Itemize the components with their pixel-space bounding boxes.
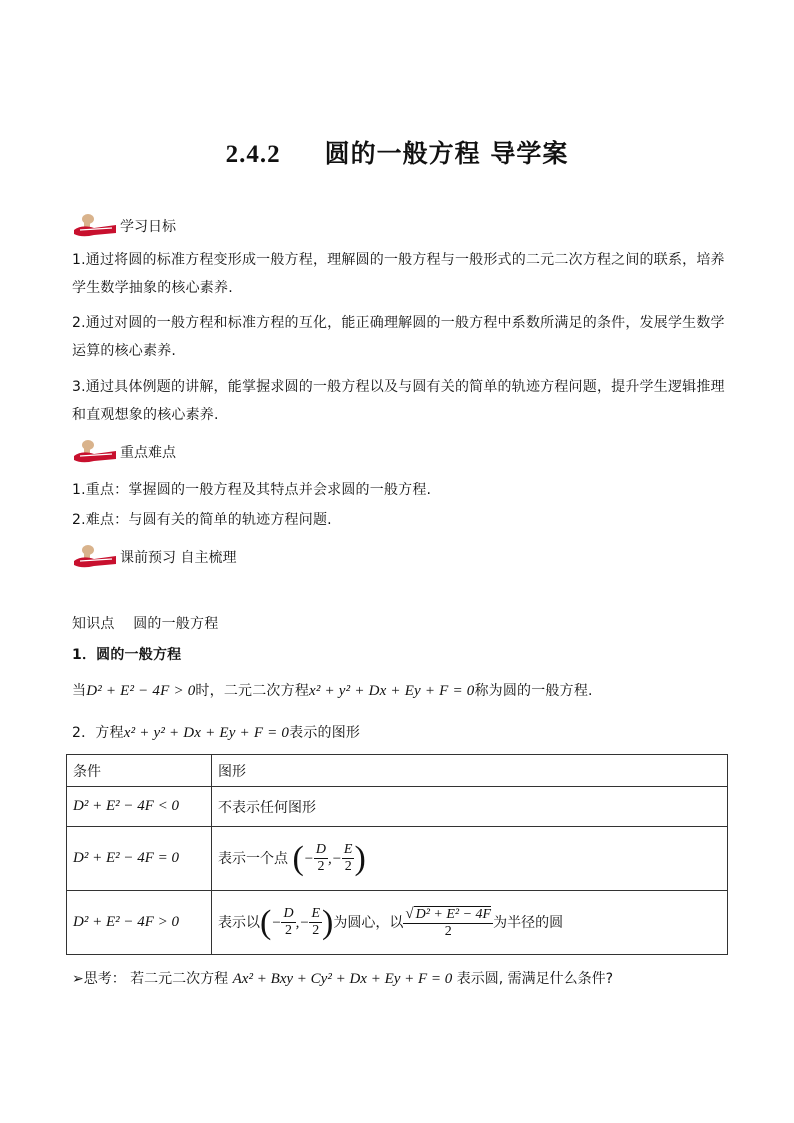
shape-mid: 为圆心，以 bbox=[333, 914, 404, 931]
learning-badge-icon bbox=[72, 438, 118, 466]
think-prefix: ➢思考： 若二元二次方程 bbox=[72, 971, 229, 987]
goal-item-3: 3.通过具体例题的讲解，能掌握求圆的一般方程以及与圆有关的简单的轨迹方程问题，提升学生逻辑推理和直观想象的核心素养. bbox=[72, 379, 725, 423]
table-cell-shape: 表示以(− $\frac{D}{2}$ ,− $\frac{E}{2}$ )为圆心，以 $\frac{\text{√ D² + E² − 4F}}{2}$ 为半径的圆 bbox=[212, 891, 728, 955]
title-number: 2.4.2 bbox=[225, 141, 281, 168]
sub2-prefix: 2．方程 bbox=[72, 725, 124, 741]
think-suffix: 表示圆, 需满足什么条件? bbox=[456, 971, 614, 987]
think-equation: Ax² + Bxy + Cy² + Dx + Ey + F = 0 bbox=[232, 971, 453, 987]
table-row bbox=[67, 827, 728, 891]
table-header: 图形 bbox=[212, 755, 728, 787]
section-goals bbox=[72, 212, 176, 240]
section-keypoints bbox=[72, 438, 176, 466]
section-label: 学习日标 bbox=[120, 219, 176, 235]
table-header-row bbox=[67, 755, 728, 787]
table-cell-shape: 不表示任何图形 bbox=[212, 787, 728, 827]
def-mid: 时，二元二次方程 bbox=[195, 683, 310, 699]
learning-badge-icon bbox=[72, 543, 118, 571]
condition-table bbox=[66, 754, 728, 955]
shape-suffix: 为半径的圆 bbox=[493, 914, 564, 931]
section-preview bbox=[72, 543, 236, 571]
sub2-equation: x² + y² + Dx + Ey + F = 0 bbox=[123, 725, 290, 741]
keypoint-item-1: 1.重点：掌握圆的一般方程及其特点并会求圆的一般方程. bbox=[72, 482, 432, 498]
table-row bbox=[67, 787, 728, 827]
fraction: $\frac{E}{2}$ bbox=[311, 906, 321, 938]
def-suffix: 称为圆的一般方程. bbox=[474, 683, 593, 699]
def-equation: x² + y² + Dx + Ey + F = 0 bbox=[309, 683, 475, 699]
goal-item-1: 1.通过将圆的标准方程变形成一般方程，理解圆的一般方程与一般形式的二元二次方程之间的联系，培养学生数学抽象的核心素养. bbox=[72, 252, 725, 296]
section-label: 课前预习 自主梳理 bbox=[120, 550, 237, 566]
definition-line bbox=[72, 677, 732, 705]
fraction: $\frac{D}{2}$ bbox=[283, 906, 294, 938]
think-question bbox=[72, 968, 613, 988]
def-condition: D² + E² − 4F > 0 bbox=[86, 683, 196, 699]
learning-badge-icon bbox=[72, 212, 118, 240]
section-label: 重点难点 bbox=[120, 445, 176, 461]
page-title bbox=[0, 134, 794, 170]
sub2-suffix: 表示的图形 bbox=[289, 725, 361, 741]
title-text: 圆的一般方程 导学案 bbox=[324, 139, 569, 168]
radius-fraction: $\frac{\text{√ D² + E² − 4F}}{2}$ bbox=[405, 905, 492, 939]
fraction: $\frac{D}{2}$ bbox=[315, 842, 327, 874]
table-header: 条件 bbox=[67, 755, 212, 787]
knowledge-sub1: 1．圆的一般方程 bbox=[72, 647, 182, 663]
def-prefix: 当 bbox=[72, 683, 87, 699]
table-cell-condition: D² + E² − 4F > 0 bbox=[67, 891, 212, 955]
table-cell-shape: 表示一个点 (− $\frac{D}{2}$ ,− $\frac{E}{2}$ ) bbox=[212, 827, 728, 891]
table-cell-condition: D² + E² − 4F = 0 bbox=[67, 827, 212, 891]
table-row bbox=[67, 891, 728, 955]
shape-prefix: 表示一个点 bbox=[218, 850, 288, 867]
keypoint-item-2: 2.难点：与圆有关的简单的轨迹方程问题. bbox=[72, 512, 332, 528]
fraction: $\frac{E}{2}$ bbox=[343, 842, 353, 874]
sub2-line bbox=[72, 719, 732, 747]
goal-item-2: 2.通过对圆的一般方程和标准方程的互化，能正确理解圆的一般方程中系数所满足的条件，发展学生数学运算的核心素养. bbox=[72, 315, 725, 359]
table-cell-condition: D² + E² − 4F < 0 bbox=[67, 787, 212, 827]
knowledge-heading: 知识点 圆的一般方程 bbox=[72, 616, 219, 632]
shape-prefix: 表示以 bbox=[218, 914, 260, 931]
